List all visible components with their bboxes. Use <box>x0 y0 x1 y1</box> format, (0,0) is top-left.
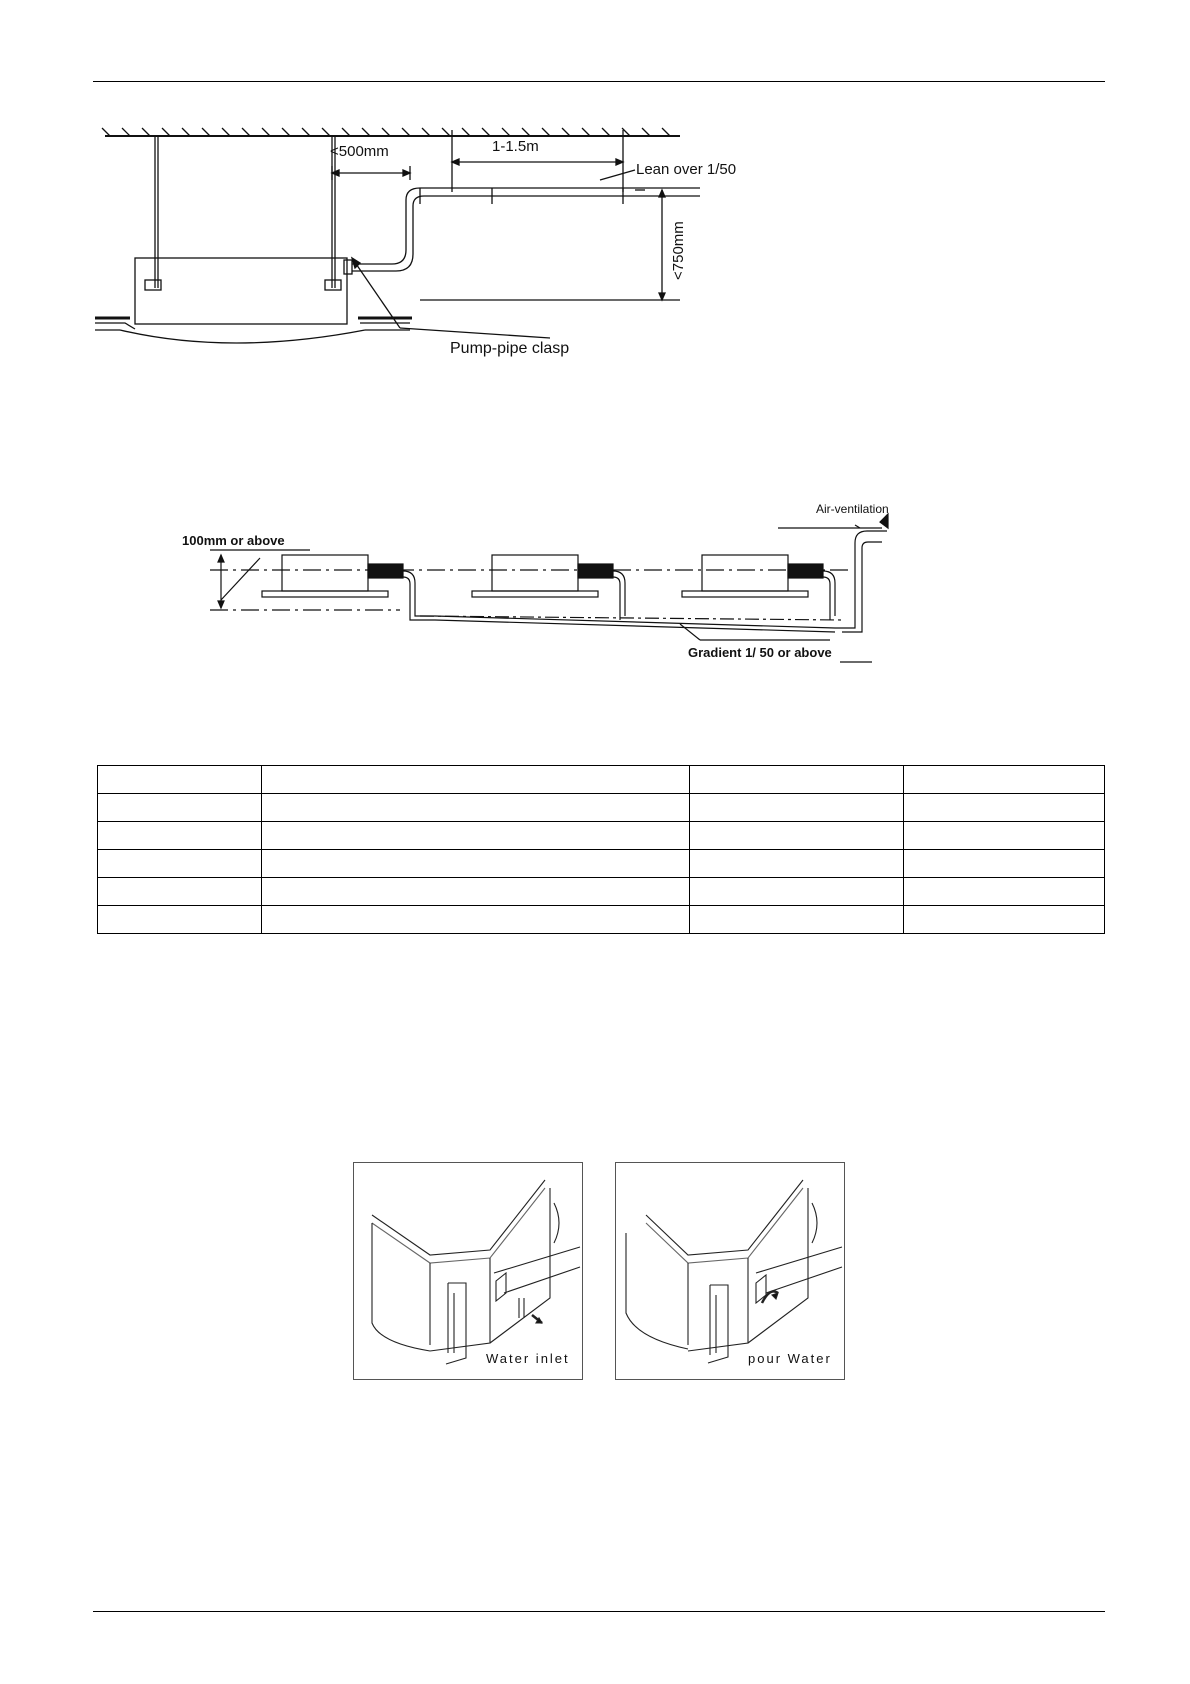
water-inlet-illustration <box>353 1162 583 1380</box>
header-rule <box>93 81 1105 82</box>
pour-water-label: pour Water <box>748 1351 832 1366</box>
height-label: 100mm or above <box>182 533 285 548</box>
footer-rule <box>93 1611 1105 1612</box>
dim-label-near: <500mm <box>330 143 389 160</box>
table-row <box>98 766 1105 794</box>
table-row <box>98 906 1105 934</box>
empty-table <box>97 765 1105 934</box>
table-row <box>98 794 1105 822</box>
lean-label: Lean over 1/50 <box>636 161 737 178</box>
vent-label: Air-ventilation <box>816 502 889 516</box>
drain-pipe-height-diagram <box>90 118 850 378</box>
clasp-label: Pump-pipe clasp <box>450 340 570 357</box>
table-row <box>98 878 1105 906</box>
pour-water-illustration <box>615 1162 845 1380</box>
table-row <box>98 822 1105 850</box>
table-row <box>98 850 1105 878</box>
dim-label-vertical: <750mm <box>670 221 687 280</box>
dim-label-far: 1-1.5m <box>492 138 539 155</box>
gradient-label: Gradient 1/ 50 or above <box>688 645 832 660</box>
multi-unit-drain-gradient-diagram <box>170 500 930 665</box>
water-inlet-label: Water inlet <box>486 1351 570 1366</box>
